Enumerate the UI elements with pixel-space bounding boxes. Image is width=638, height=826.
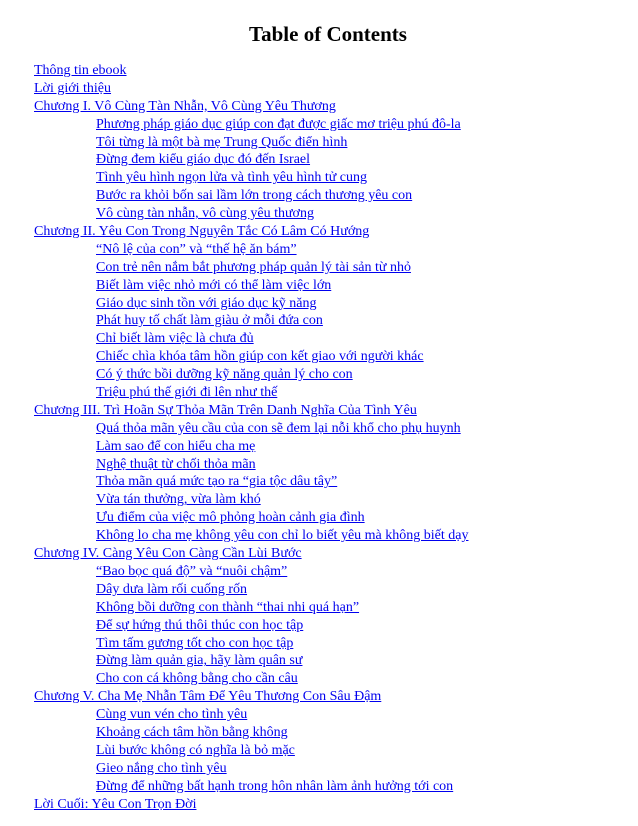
toc-section-link[interactable]: “Nô lệ của con” và “thế hệ ăn bám” <box>96 241 297 257</box>
toc-section-link[interactable]: Vừa tán thưởng, vừa làm khó <box>96 492 261 508</box>
toc-section-link[interactable]: “Bao bọc quá độ” và “nuôi chậm” <box>96 563 288 579</box>
toc-chapter-link[interactable]: Chương III. Trì Hoãn Sự Thỏa Mãn Trên Danh Nghĩa Của Tình Yêu <box>34 402 417 418</box>
toc-section-link[interactable]: Dây dưa làm rối cuống rốn <box>96 581 248 597</box>
toc-section-link[interactable]: Chỉ biết làm việc là chưa đủ <box>96 331 254 347</box>
toc-section-link[interactable]: Tôi từng là một bà mẹ Trung Quốc điển hình <box>96 134 348 150</box>
toc-section-link[interactable]: Triệu phú thế giới đi lên như thế <box>96 385 278 401</box>
toc-section-link[interactable]: Có ý thức bồi dưỡng kỹ năng quản lý cho con <box>96 367 353 383</box>
toc-section-entry <box>0 563 638 581</box>
toc-section-link[interactable]: Phương pháp giáo dục giúp con đạt được giấc mơ triệu phú đô-la <box>96 116 461 132</box>
toc-section-entry <box>0 509 638 527</box>
toc-section-entry <box>0 527 638 545</box>
toc-section-entry <box>0 187 638 205</box>
toc-section-entry <box>0 312 638 330</box>
toc-section-entry <box>0 491 638 509</box>
toc-section-entry <box>0 259 638 277</box>
toc-chapter-entry <box>0 80 638 98</box>
toc-chapter-entry <box>0 62 638 80</box>
toc-section-link[interactable]: Lùi bước không có nghĩa là bỏ mặc <box>96 742 295 758</box>
toc-section-entry <box>0 151 638 169</box>
toc-chapter-entry <box>0 688 638 706</box>
toc-section-entry <box>0 438 638 456</box>
toc-section-entry <box>0 384 638 402</box>
toc-section-link[interactable]: Giáo dục sinh tồn với giáo dục kỹ năng <box>96 295 317 311</box>
toc-section-link[interactable]: Biết làm việc nhỏ mới có thể làm việc lớn <box>96 277 332 293</box>
toc-section-entry <box>0 295 638 313</box>
toc-section-entry <box>0 348 638 366</box>
toc-section-link[interactable]: Gieo nắng cho tình yêu <box>96 760 227 776</box>
toc-section-entry <box>0 134 638 152</box>
toc-section-entry <box>0 778 638 796</box>
toc-section-link[interactable]: Tìm tấm gương tốt cho con học tập <box>96 635 294 651</box>
toc-section-entry <box>0 599 638 617</box>
toc-section-link[interactable]: Tình yêu hình ngọn lửa và tình yêu hình tử cung <box>96 170 368 186</box>
page-title: Table of Contents <box>249 22 407 46</box>
toc-section-link[interactable]: Đừng đem kiểu giáo dục đó đến Israel <box>96 152 311 168</box>
toc-section-link[interactable]: Đừng để những bất hạnh trong hôn nhân làm ảnh hưởng tới con <box>96 778 454 794</box>
toc-section-entry <box>0 116 638 134</box>
toc-chapter-entry <box>0 98 638 116</box>
toc-section-entry <box>0 420 638 438</box>
toc-section-link[interactable]: Để sự hứng thú thôi thúc con học tập <box>96 617 304 633</box>
toc-section-link[interactable]: Vô cùng tàn nhẫn, vô cùng yêu thương <box>96 206 314 222</box>
toc-section-entry <box>0 330 638 348</box>
toc-section-link[interactable]: Cùng vun vén cho tình yêu <box>96 707 248 723</box>
toc-section-entry <box>0 277 638 295</box>
toc-chapter-link[interactable]: Thông tin ebook <box>34 63 127 78</box>
toc-section-entry <box>0 205 638 223</box>
toc-section-entry <box>0 742 638 760</box>
toc-section-link[interactable]: Bước ra khỏi bốn sai lầm lớn trong cách thương yêu con <box>96 188 413 204</box>
toc-section-link[interactable]: Chiếc chìa khóa tâm hồn giúp con kết giao với người khác <box>96 349 424 365</box>
toc-chapter-entry <box>0 402 638 420</box>
toc-section-entry <box>0 366 638 384</box>
toc-chapter-entry <box>0 796 638 814</box>
toc-chapter-link[interactable]: Chương V. Cha Mẹ Nhẫn Tâm Để Yêu Thương Con Sâu Đậm <box>34 689 382 705</box>
toc-section-entry <box>0 706 638 724</box>
toc-section-entry <box>0 635 638 653</box>
toc-section-entry <box>0 760 638 778</box>
toc-section-entry <box>0 581 638 599</box>
toc-section-link[interactable]: Phát huy tố chất làm giàu ở mỗi đứa con <box>96 313 323 329</box>
toc-section-link[interactable]: Cho con cá không bằng cho cần câu <box>96 671 298 687</box>
toc-section-entry <box>0 652 638 670</box>
toc-section-link[interactable]: Nghệ thuật từ chối thỏa mãn <box>96 456 256 472</box>
toc-chapter-link[interactable]: Lời giới thiệu <box>34 80 112 96</box>
toc-section-entry <box>0 241 638 259</box>
toc-section-link[interactable]: Khoảng cách tâm hồn bằng không <box>96 724 288 740</box>
toc-section-link[interactable]: Quá thỏa mãn yêu cầu của con sẽ đem lại nỗi khổ cho phụ huynh <box>96 420 461 436</box>
toc-chapter-link[interactable]: Chương I. Vô Cùng Tàn Nhẫn, Vô Cùng Yêu Thương <box>34 98 336 114</box>
toc-section-entry <box>0 456 638 474</box>
toc-section-link[interactable]: Ưu điểm của việc mô phỏng hoàn cảnh gia đình <box>96 510 365 526</box>
toc-chapter-link[interactable]: Chương IV. Càng Yêu Con Càng Cần Lùi Bước <box>34 546 302 562</box>
toc-section-entry <box>0 670 638 688</box>
toc-chapter-link[interactable]: Lời Cuối: Yêu Con Trọn Đời <box>34 796 197 812</box>
toc-chapter-entry <box>0 223 638 241</box>
toc-chapter-entry <box>0 545 638 563</box>
toc-section-entry <box>0 617 638 635</box>
toc-section-link[interactable]: Không lo cha mẹ không yêu con chỉ lo biết yêu mà không biết dạy <box>96 528 469 544</box>
toc-section-entry <box>0 169 638 187</box>
toc-section-link[interactable]: Làm sao để con hiểu cha mẹ <box>96 438 256 454</box>
toc-section-entry <box>0 473 638 491</box>
toc-section-link[interactable]: Không bồi dưỡng con thành “thai nhi quá hạn” <box>96 599 360 615</box>
toc-section-link[interactable]: Con trẻ nên nắm bắt phương pháp quản lý tài sản từ nhỏ <box>96 259 411 275</box>
toc-section-link[interactable]: Thỏa mãn quá mức tạo ra “gia tộc dâu tây” <box>96 474 338 490</box>
toc-chapter-link[interactable]: Chương II. Yêu Con Trong Nguyên Tắc Có Lâm Có Hướng <box>34 224 370 240</box>
toc-section-entry <box>0 724 638 742</box>
toc-section-link[interactable]: Đừng làm quản gia, hãy làm quân sư <box>96 653 303 669</box>
table-of-contents <box>0 62 638 813</box>
